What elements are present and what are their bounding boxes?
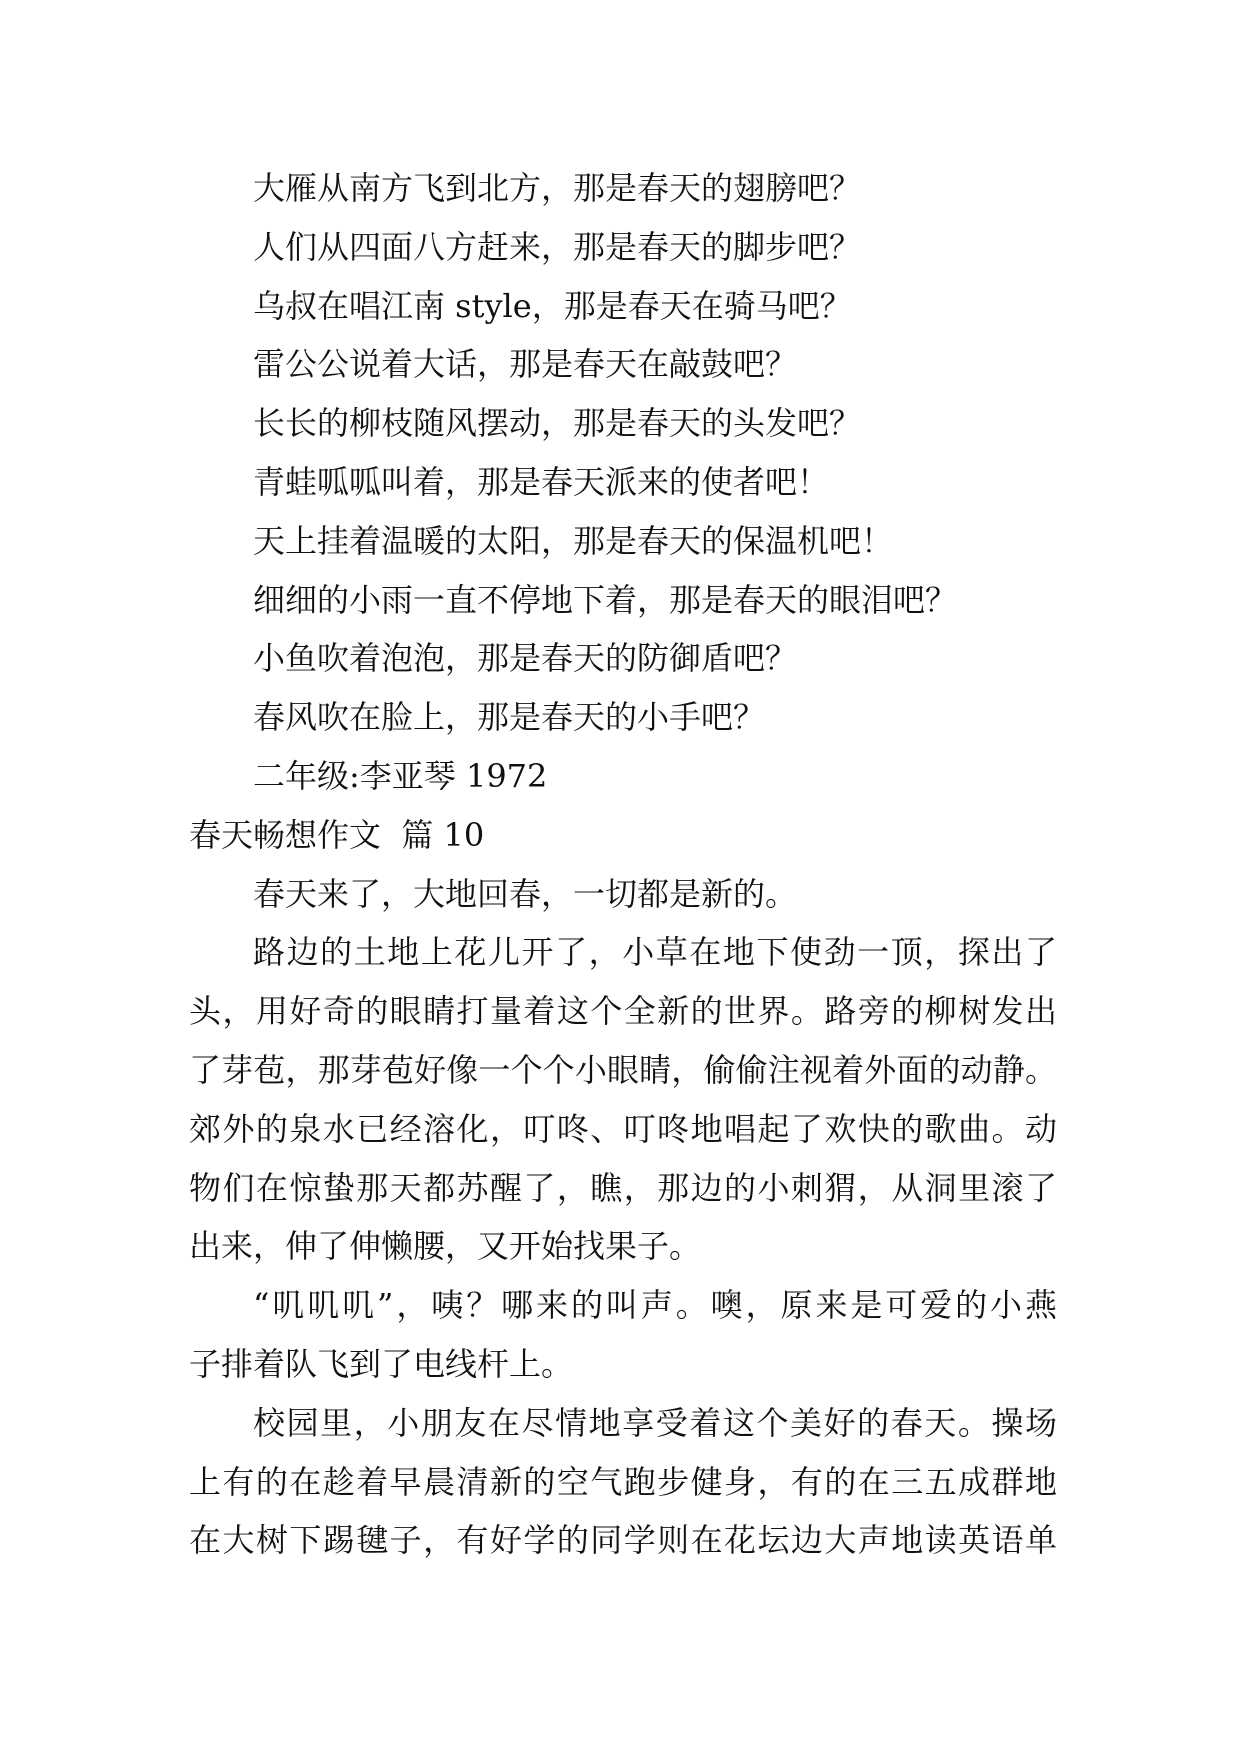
essay-paragraph (189, 1276, 1057, 1394)
poem-line: 青蛙呱呱叫着，那是春天派来的使者吧！ (253, 462, 830, 501)
poem-line: 乌叔在唱江南 style，那是春天在骑马吧？ (253, 286, 852, 325)
paragraph-line: “叽叽叽”，咦？哪来的叫声。噢，原来是可爱的小燕 (253, 1286, 1057, 1325)
poem-line: 长长的柳枝随风摆动，那是春天的头发吧？ (253, 404, 862, 443)
paragraph-line: 头，用好奇的眼睛打量着这个全新的世界。路旁的柳树发出 (189, 992, 1057, 1031)
paragraph-line: 出来，伸了伸懒腰，又开始找果子。 (189, 1227, 702, 1266)
essay-paragraph (189, 1394, 1057, 1570)
poem-line: 大雁从南方飞到北方，那是春天的翅膀吧？ (253, 169, 862, 207)
poem-line: 天上挂着温暖的太阳，那是春天的保温机吧！ (253, 521, 894, 560)
essay-paragraph (189, 865, 1057, 924)
paragraph-line: 郊外的泉水已经溶化，叮咚、叮咚地唱起了欢快的歌曲。动 (189, 1109, 1057, 1148)
paragraph-line: 春天来了，大地回春，一切都是新的。 (253, 874, 798, 913)
poem-line: 小鱼吹着泡泡，那是春天的防御盾吧？ (253, 639, 798, 678)
poem-line: 雷公公说着大话，那是春天在敲鼓吧？ (253, 345, 798, 384)
poem-author: 二年级:李亚琴 1972 (253, 756, 548, 795)
essay-paragraph (189, 923, 1057, 1276)
paragraph-line: 校园里，小朋友在尽情地享受着这个美好的春天。操场 (253, 1403, 1057, 1442)
paragraph-line: 物们在惊蛰那天都苏醒了，瞧，那边的小刺猬，从洞里滚了 (189, 1168, 1057, 1207)
document-body (189, 159, 1057, 1570)
paragraph-line: 了芽苞，那芽苞好像一个个小眼睛，偷偷注视着外面的动静。 (189, 1050, 1057, 1089)
paragraph-line: 子排着队飞到了电线杆上。 (189, 1344, 574, 1383)
poem-line: 细细的小雨一直不停地下着，那是春天的眼泪吧？ (253, 580, 958, 619)
paragraph-line: 上有的在趁着早晨清新的空气跑步健身，有的在三五成群地 (189, 1462, 1057, 1501)
poem-line: 人们从四面八方赶来，那是春天的脚步吧？ (253, 227, 862, 266)
paragraph-line: 在大树下踢毽子，有好学的同学则在花坛边大声地读英语单 (189, 1521, 1057, 1560)
poem (189, 159, 1057, 806)
essay-heading: 春天畅想作文 篇 10 (189, 815, 485, 854)
paragraph-line: 路边的土地上花儿开了，小草在地下使劲一顶，探出了 (253, 933, 1057, 972)
poem-line: 春风吹在脸上，那是春天的小手吧？ (253, 698, 766, 737)
